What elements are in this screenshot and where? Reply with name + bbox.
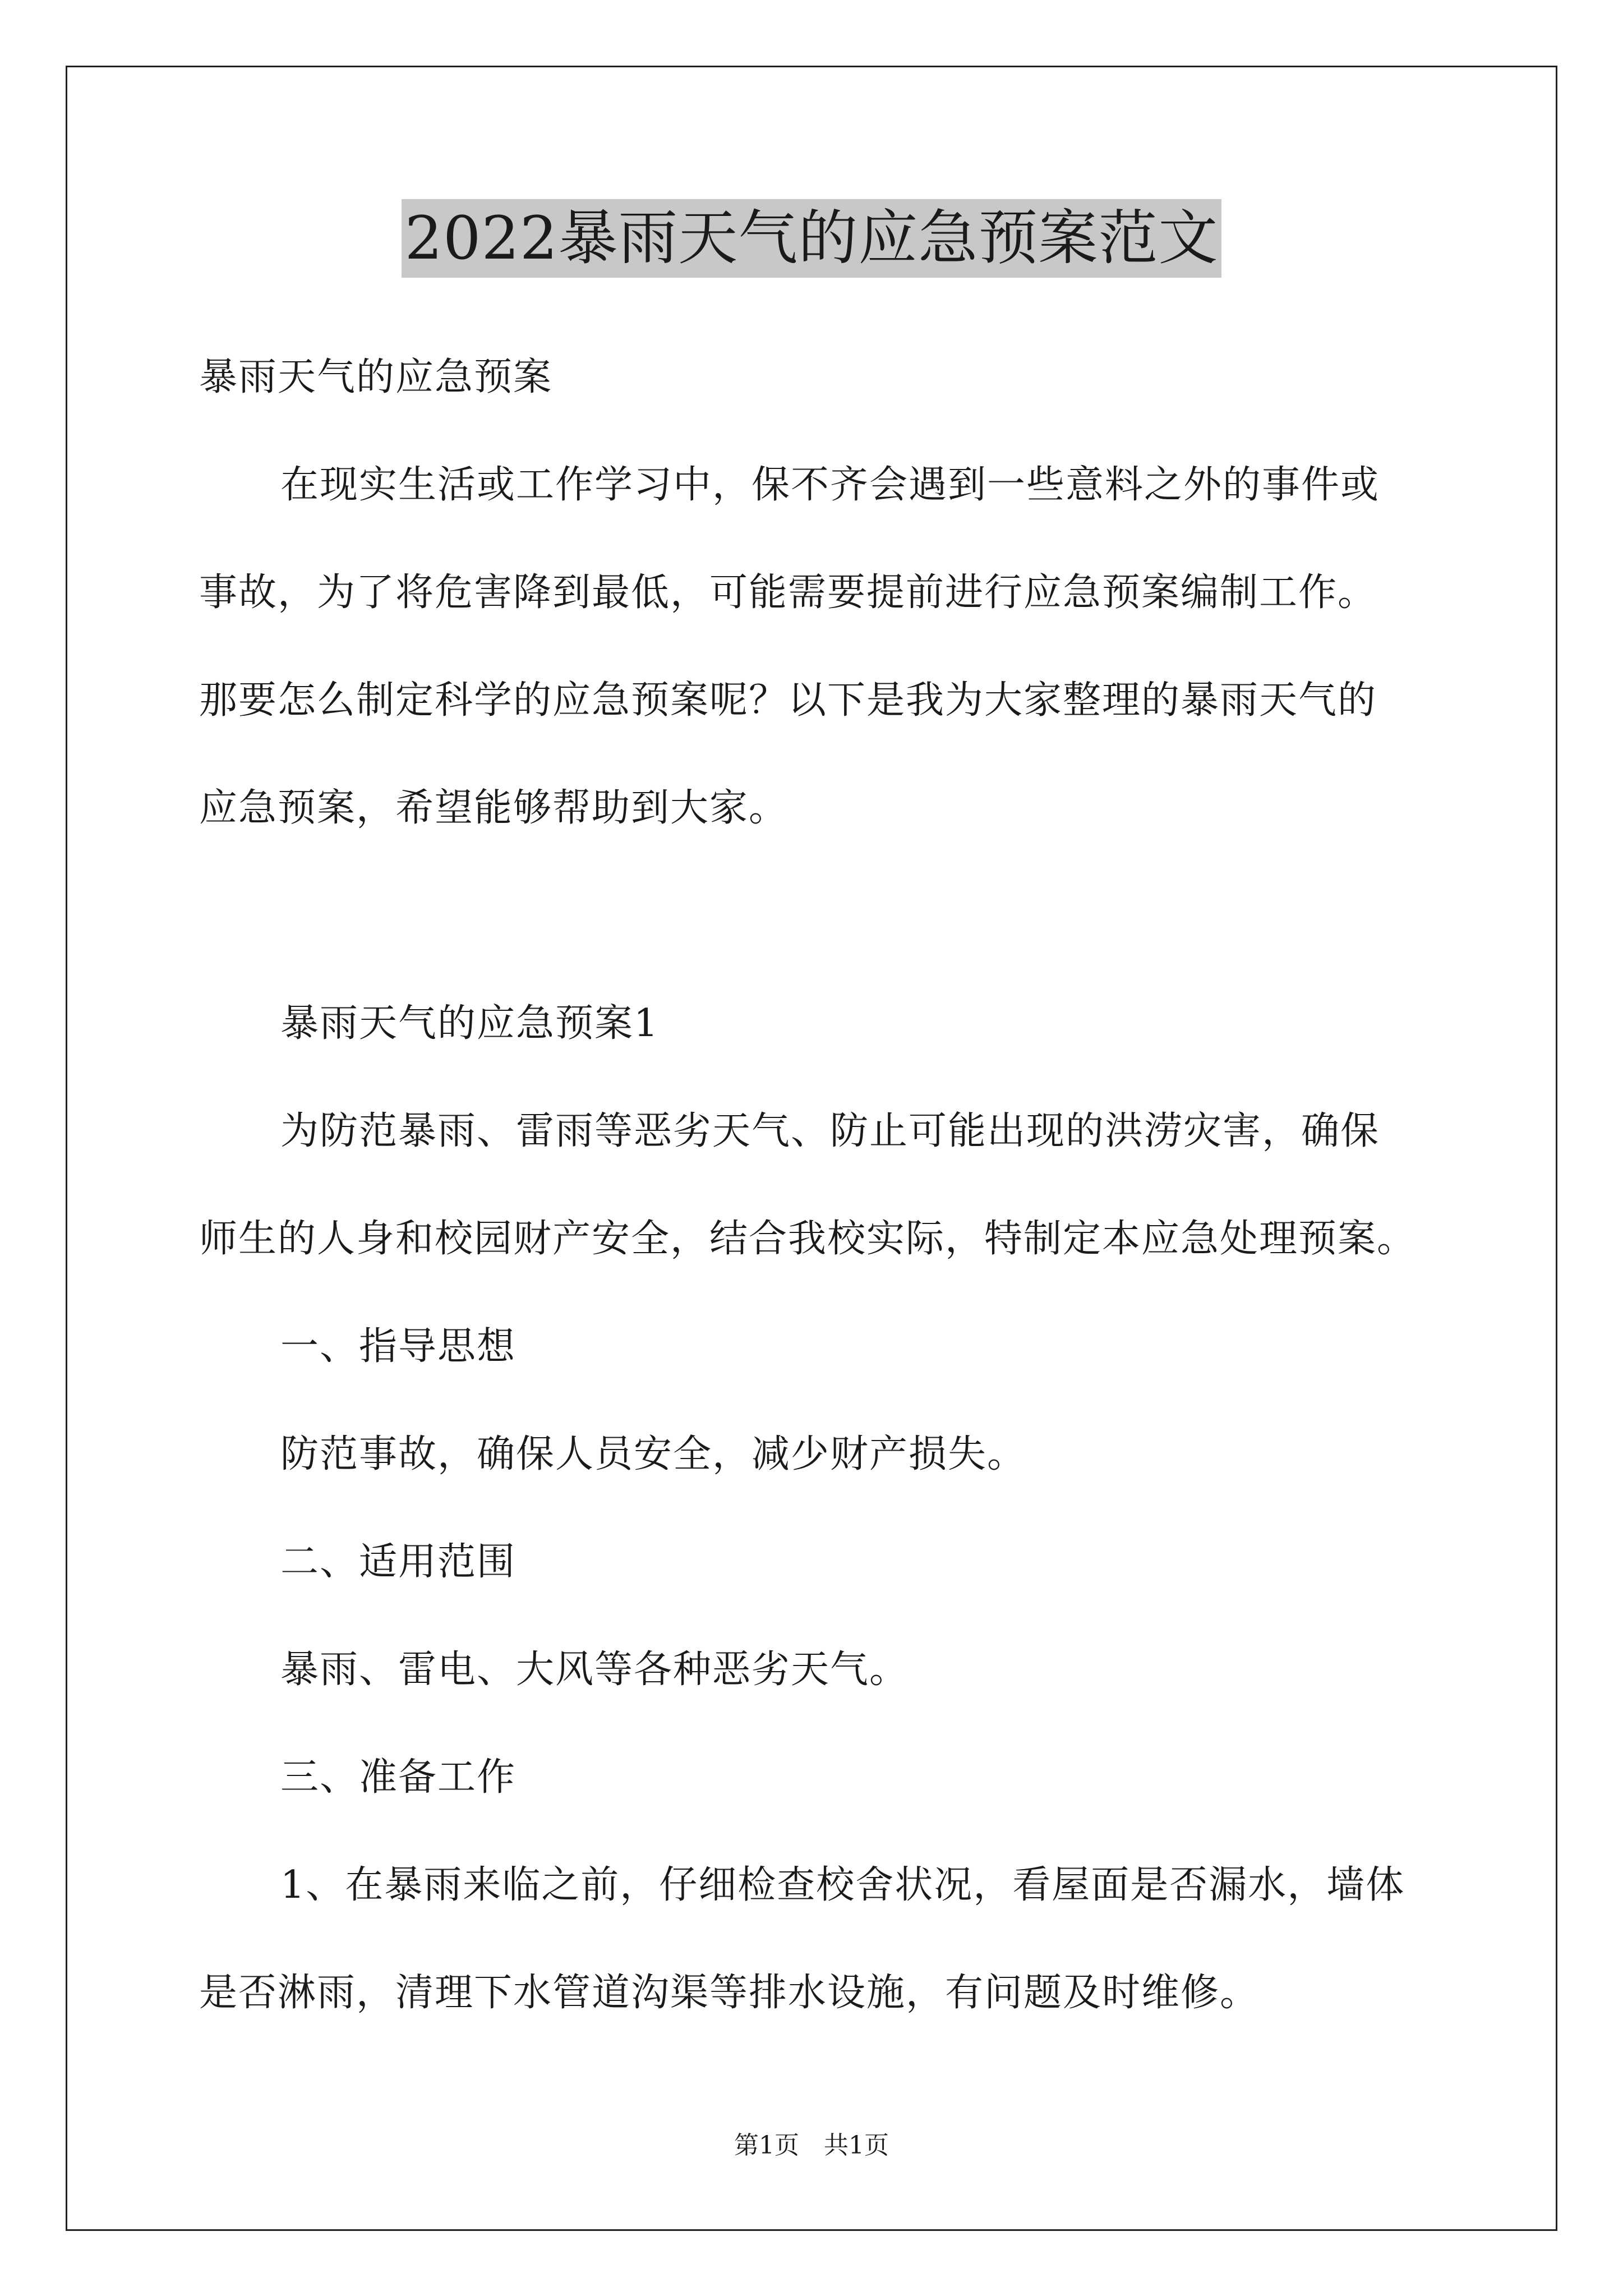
paragraph-line: 防范事故，确保人员安全，减少财产损失。	[280, 1432, 1027, 1476]
section-heading: 暴雨天气的应急预案1	[280, 1001, 660, 1046]
section-heading: 一、指导思想	[280, 1324, 517, 1369]
document-subtitle: 暴雨天气的应急预案	[199, 355, 553, 399]
paragraph-line: 为防范暴雨、雷雨等恶劣天气、防止可能出现的洪涝灾害，确保	[280, 1109, 1380, 1153]
paragraph-line: 在现实生活或工作学习中，保不齐会遇到一些意料之外的事件或	[280, 463, 1380, 507]
paragraph-line: 事故，为了将危害降到最低，可能需要提前进行应急预案编制工作。	[199, 570, 1377, 615]
section-heading: 三、准备工作	[280, 1755, 517, 1800]
paragraph-line: 那要怎么制定科学的应急预案呢？以下是我为大家整理的暴雨天气的	[199, 678, 1377, 723]
section-heading: 二、适用范围	[280, 1540, 517, 1584]
document-title: 2022暴雨天气的应急预案范文	[402, 199, 1222, 278]
paragraph-line: 师生的人身和校园财产安全，结合我校实际，特制定本应急处理预案。	[199, 1217, 1417, 1261]
paragraph-line: 暴雨、雷电、大风等各种恶劣天气。	[280, 1648, 909, 1692]
page-footer: 第1页 共1页	[734, 2131, 889, 2160]
paragraph-line: 是否淋雨，清理下水管道沟渠等排水设施，有问题及时维修。	[199, 1971, 1260, 2015]
paragraph-line: 1、在暴雨来临之前，仔细检查校舍状况，看屋面是否漏水，墙体	[280, 1863, 1405, 1907]
title-container	[0, 199, 1623, 278]
paragraph-line: 应急预案，希望能够帮助到大家。	[199, 786, 789, 830]
